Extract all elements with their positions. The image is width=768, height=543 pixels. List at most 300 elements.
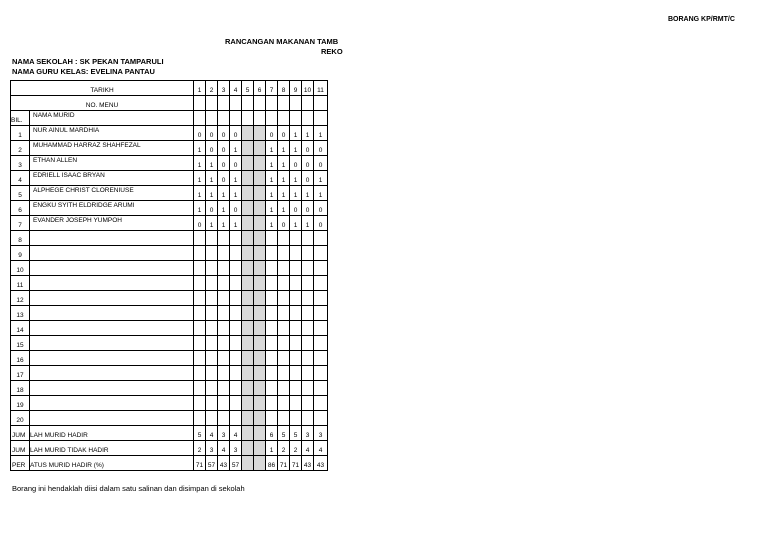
summary-value: 3 bbox=[230, 441, 242, 456]
attendance-cell bbox=[230, 321, 242, 336]
table-row bbox=[11, 246, 328, 261]
label-row-cell bbox=[290, 111, 302, 126]
attendance-cell bbox=[194, 321, 206, 336]
attendance-cell bbox=[254, 201, 266, 216]
attendance-cell: 0 bbox=[314, 216, 328, 231]
student-name: NUR AINUL MARDHIA bbox=[30, 126, 194, 141]
attendance-cell bbox=[290, 411, 302, 426]
attendance-cell: 1 bbox=[230, 171, 242, 186]
attendance-cell bbox=[290, 366, 302, 381]
attendance-cell bbox=[194, 246, 206, 261]
attendance-cell: 0 bbox=[218, 171, 230, 186]
attendance-cell: 0 bbox=[314, 156, 328, 171]
date-header: 8 bbox=[278, 81, 290, 96]
attendance-cell bbox=[254, 366, 266, 381]
attendance-cell bbox=[266, 351, 278, 366]
table-row bbox=[11, 261, 328, 276]
attendance-cell bbox=[218, 396, 230, 411]
table-row bbox=[11, 231, 328, 246]
attendance-cell bbox=[254, 126, 266, 141]
attendance-cell bbox=[230, 306, 242, 321]
attendance-cell: 1 bbox=[314, 186, 328, 201]
attendance-cell bbox=[278, 381, 290, 396]
student-name bbox=[30, 276, 194, 291]
attendance-cell bbox=[266, 276, 278, 291]
label-row-cell bbox=[266, 111, 278, 126]
attendance-cell bbox=[290, 291, 302, 306]
attendance-cell bbox=[194, 231, 206, 246]
attendance-cell bbox=[218, 351, 230, 366]
student-number: 10 bbox=[11, 261, 30, 276]
attendance-cell bbox=[206, 291, 218, 306]
header-row bbox=[11, 81, 328, 96]
menu-cell bbox=[266, 96, 278, 111]
form-title-line-2: REKO bbox=[321, 47, 343, 56]
attendance-cell bbox=[254, 306, 266, 321]
attendance-cell bbox=[254, 156, 266, 171]
attendance-cell bbox=[242, 396, 254, 411]
attendance-cell bbox=[194, 261, 206, 276]
attendance-cell: 1 bbox=[278, 141, 290, 156]
attendance-cell: 1 bbox=[290, 171, 302, 186]
attendance-cell bbox=[230, 276, 242, 291]
attendance-cell bbox=[242, 366, 254, 381]
menu-row bbox=[11, 96, 328, 111]
attendance-cell bbox=[194, 291, 206, 306]
student-number: 9 bbox=[11, 246, 30, 261]
attendance-cell: 1 bbox=[290, 186, 302, 201]
attendance-cell: 1 bbox=[290, 141, 302, 156]
attendance-cell bbox=[302, 306, 314, 321]
table-row bbox=[11, 321, 328, 336]
attendance-cell bbox=[278, 366, 290, 381]
student-name bbox=[30, 396, 194, 411]
attendance-cell: 0 bbox=[302, 156, 314, 171]
student-name: ETHAN ALLEN bbox=[30, 156, 194, 171]
attendance-cell bbox=[242, 171, 254, 186]
attendance-cell bbox=[206, 366, 218, 381]
attendance-cell: 1 bbox=[266, 186, 278, 201]
attendance-cell: 1 bbox=[230, 186, 242, 201]
summary-value: 4 bbox=[314, 441, 328, 456]
menu-cell bbox=[206, 96, 218, 111]
table-row bbox=[11, 216, 328, 231]
attendance-cell bbox=[302, 411, 314, 426]
date-header: 7 bbox=[266, 81, 278, 96]
summary-value: 4 bbox=[218, 441, 230, 456]
table-row bbox=[11, 306, 328, 321]
summary-value: 3 bbox=[302, 426, 314, 441]
attendance-cell bbox=[314, 411, 328, 426]
attendance-cell bbox=[278, 321, 290, 336]
attendance-cell bbox=[218, 306, 230, 321]
attendance-cell: 0 bbox=[278, 126, 290, 141]
menu-cell bbox=[230, 96, 242, 111]
attendance-cell bbox=[206, 351, 218, 366]
table-row bbox=[11, 336, 328, 351]
attendance-cell bbox=[266, 366, 278, 381]
attendance-cell bbox=[254, 261, 266, 276]
attendance-cell bbox=[254, 381, 266, 396]
attendance-cell: 0 bbox=[206, 201, 218, 216]
attendance-cell: 0 bbox=[290, 156, 302, 171]
menu-cell bbox=[218, 96, 230, 111]
attendance-cell bbox=[230, 381, 242, 396]
attendance-cell bbox=[230, 411, 242, 426]
summary-value bbox=[254, 456, 266, 471]
attendance-cell bbox=[254, 141, 266, 156]
attendance-cell bbox=[194, 306, 206, 321]
attendance-cell bbox=[290, 231, 302, 246]
attendance-cell bbox=[314, 291, 328, 306]
bil-header: BIL. bbox=[11, 111, 30, 126]
attendance-cell bbox=[302, 381, 314, 396]
attendance-cell: 0 bbox=[218, 156, 230, 171]
student-number: 14 bbox=[11, 321, 30, 336]
attendance-cell bbox=[290, 261, 302, 276]
footnote: Borang ini hendaklah diisi dalam satu salinan dan disimpan di sekolah bbox=[12, 484, 245, 493]
attendance-cell: 1 bbox=[278, 171, 290, 186]
attendance-cell bbox=[302, 336, 314, 351]
table-row bbox=[11, 156, 328, 171]
attendance-cell bbox=[218, 246, 230, 261]
attendance-cell bbox=[254, 321, 266, 336]
student-name bbox=[30, 351, 194, 366]
attendance-cell bbox=[242, 261, 254, 276]
attendance-cell: 0 bbox=[206, 126, 218, 141]
summary-value bbox=[242, 441, 254, 456]
attendance-cell bbox=[194, 381, 206, 396]
menu-cell bbox=[314, 96, 328, 111]
summary-value: 5 bbox=[290, 426, 302, 441]
summary-row bbox=[11, 426, 328, 441]
attendance-cell bbox=[290, 336, 302, 351]
attendance-cell bbox=[314, 351, 328, 366]
attendance-cell: 1 bbox=[206, 156, 218, 171]
date-header: 5 bbox=[242, 81, 254, 96]
attendance-cell: 0 bbox=[218, 141, 230, 156]
attendance-cell bbox=[194, 351, 206, 366]
attendance-cell bbox=[242, 231, 254, 246]
attendance-cell bbox=[218, 321, 230, 336]
summary-value: 5 bbox=[194, 426, 206, 441]
student-name bbox=[30, 306, 194, 321]
attendance-cell bbox=[314, 381, 328, 396]
attendance-cell bbox=[278, 246, 290, 261]
attendance-cell: 1 bbox=[230, 216, 242, 231]
attendance-cell bbox=[242, 126, 254, 141]
attendance-cell: 1 bbox=[194, 186, 206, 201]
attendance-cell: 0 bbox=[302, 201, 314, 216]
attendance-cell bbox=[230, 246, 242, 261]
summary-row bbox=[11, 441, 328, 456]
student-name: EVANDER JOSEPH YUMPOH bbox=[30, 216, 194, 231]
summary-value: 6 bbox=[266, 426, 278, 441]
student-number: 19 bbox=[11, 396, 30, 411]
summary-value: 2 bbox=[290, 441, 302, 456]
summary-label-start: JUM bbox=[11, 441, 30, 456]
attendance-cell bbox=[218, 336, 230, 351]
attendance-cell bbox=[314, 261, 328, 276]
date-header: 4 bbox=[230, 81, 242, 96]
attendance-cell bbox=[242, 216, 254, 231]
attendance-cell: 1 bbox=[290, 126, 302, 141]
attendance-cell bbox=[314, 246, 328, 261]
attendance-cell bbox=[194, 336, 206, 351]
school-name: NAMA SEKOLAH : SK PEKAN TAMPARULI bbox=[12, 57, 164, 66]
attendance-cell bbox=[194, 276, 206, 291]
attendance-cell: 0 bbox=[314, 201, 328, 216]
attendance-cell: 1 bbox=[194, 156, 206, 171]
attendance-cell bbox=[242, 336, 254, 351]
attendance-cell bbox=[314, 336, 328, 351]
attendance-cell bbox=[278, 261, 290, 276]
summary-value: 3 bbox=[206, 441, 218, 456]
attendance-cell bbox=[278, 351, 290, 366]
student-name bbox=[30, 321, 194, 336]
label-row-cell bbox=[254, 111, 266, 126]
attendance-cell bbox=[242, 321, 254, 336]
summary-value: 86 bbox=[266, 456, 278, 471]
attendance-cell: 1 bbox=[206, 186, 218, 201]
label-row-cell bbox=[218, 111, 230, 126]
date-header: 10 bbox=[302, 81, 314, 96]
attendance-cell bbox=[230, 231, 242, 246]
table-row bbox=[11, 141, 328, 156]
summary-value: 4 bbox=[206, 426, 218, 441]
attendance-cell bbox=[242, 411, 254, 426]
summary-value: 43 bbox=[314, 456, 328, 471]
class-teacher-name: NAMA GURU KELAS: EVELINA PANTAU bbox=[12, 67, 155, 76]
attendance-cell: 1 bbox=[266, 201, 278, 216]
attendance-cell bbox=[278, 411, 290, 426]
attendance-cell: 1 bbox=[314, 126, 328, 141]
attendance-cell bbox=[242, 186, 254, 201]
summary-label: ATUS MURID HADIR (%) bbox=[30, 456, 194, 471]
attendance-cell: 0 bbox=[278, 216, 290, 231]
date-header: 1 bbox=[194, 81, 206, 96]
table-row bbox=[11, 171, 328, 186]
attendance-cell bbox=[242, 141, 254, 156]
student-number: 13 bbox=[11, 306, 30, 321]
table-row bbox=[11, 276, 328, 291]
attendance-cell bbox=[266, 336, 278, 351]
attendance-cell: 0 bbox=[218, 126, 230, 141]
attendance-cell bbox=[254, 396, 266, 411]
attendance-cell bbox=[254, 246, 266, 261]
attendance-cell: 0 bbox=[230, 126, 242, 141]
table-row bbox=[11, 291, 328, 306]
attendance-cell bbox=[290, 321, 302, 336]
attendance-cell: 1 bbox=[194, 141, 206, 156]
attendance-cell bbox=[266, 396, 278, 411]
attendance-cell bbox=[230, 261, 242, 276]
student-name bbox=[30, 366, 194, 381]
summary-value: 57 bbox=[230, 456, 242, 471]
attendance-cell bbox=[290, 306, 302, 321]
table-row bbox=[11, 381, 328, 396]
attendance-cell bbox=[242, 276, 254, 291]
attendance-cell: 0 bbox=[302, 141, 314, 156]
attendance-cell bbox=[290, 276, 302, 291]
attendance-cell bbox=[218, 261, 230, 276]
student-name bbox=[30, 381, 194, 396]
date-header: 6 bbox=[254, 81, 266, 96]
table-row bbox=[11, 201, 328, 216]
student-name bbox=[30, 336, 194, 351]
summary-value: 43 bbox=[218, 456, 230, 471]
summary-value: 1 bbox=[266, 441, 278, 456]
student-name: ALPHEGE CHRIST CLORENIUSE bbox=[30, 186, 194, 201]
student-name bbox=[30, 411, 194, 426]
date-header: 9 bbox=[290, 81, 302, 96]
attendance-cell bbox=[230, 396, 242, 411]
attendance-cell: 0 bbox=[206, 141, 218, 156]
attendance-cell bbox=[206, 276, 218, 291]
summary-value: 5 bbox=[278, 426, 290, 441]
table-row bbox=[11, 366, 328, 381]
attendance-cell: 1 bbox=[266, 171, 278, 186]
table-row bbox=[11, 411, 328, 426]
attendance-cell: 0 bbox=[230, 201, 242, 216]
table-row bbox=[11, 186, 328, 201]
attendance-cell bbox=[266, 246, 278, 261]
summary-value: 4 bbox=[302, 441, 314, 456]
attendance-cell bbox=[194, 366, 206, 381]
attendance-cell: 1 bbox=[290, 216, 302, 231]
label-row-cell bbox=[230, 111, 242, 126]
attendance-cell bbox=[314, 276, 328, 291]
attendance-cell: 0 bbox=[194, 216, 206, 231]
attendance-cell bbox=[266, 411, 278, 426]
attendance-cell: 0 bbox=[314, 141, 328, 156]
attendance-cell bbox=[230, 336, 242, 351]
date-header: 2 bbox=[206, 81, 218, 96]
attendance-cell: 1 bbox=[218, 201, 230, 216]
attendance-cell bbox=[302, 321, 314, 336]
attendance-cell bbox=[206, 231, 218, 246]
attendance-cell bbox=[254, 186, 266, 201]
student-number: 18 bbox=[11, 381, 30, 396]
attendance-cell bbox=[266, 261, 278, 276]
attendance-cell bbox=[242, 351, 254, 366]
summary-value bbox=[242, 426, 254, 441]
attendance-cell bbox=[278, 291, 290, 306]
summary-value: 71 bbox=[278, 456, 290, 471]
attendance-cell bbox=[242, 201, 254, 216]
summary-value: 3 bbox=[314, 426, 328, 441]
attendance-cell bbox=[242, 246, 254, 261]
student-name bbox=[30, 261, 194, 276]
summary-value bbox=[242, 456, 254, 471]
attendance-cell bbox=[278, 276, 290, 291]
table-row bbox=[11, 396, 328, 411]
attendance-cell bbox=[218, 276, 230, 291]
attendance-cell bbox=[302, 291, 314, 306]
attendance-cell bbox=[278, 231, 290, 246]
attendance-cell bbox=[206, 306, 218, 321]
student-name: EDRIELL ISAAC BRYAN bbox=[30, 171, 194, 186]
attendance-cell bbox=[254, 336, 266, 351]
summary-value bbox=[254, 426, 266, 441]
attendance-cell bbox=[206, 246, 218, 261]
menu-cell bbox=[194, 96, 206, 111]
summary-value: 57 bbox=[206, 456, 218, 471]
form-code: BORANG KP/RMT/C bbox=[668, 16, 735, 23]
student-name-header: NAMA MURID bbox=[30, 111, 194, 126]
attendance-cell bbox=[290, 351, 302, 366]
summary-label: LAH MURID TIDAK HADIR bbox=[30, 441, 194, 456]
attendance-cell bbox=[206, 336, 218, 351]
attendance-cell bbox=[302, 276, 314, 291]
student-name: ENGKU SYITH ELDRIDGE ARUMI bbox=[30, 201, 194, 216]
attendance-cell bbox=[194, 396, 206, 411]
summary-label-start: PER bbox=[11, 456, 30, 471]
student-number: 4 bbox=[11, 171, 30, 186]
student-number: 8 bbox=[11, 231, 30, 246]
attendance-cell bbox=[218, 231, 230, 246]
attendance-cell: 1 bbox=[206, 171, 218, 186]
menu-cell bbox=[254, 96, 266, 111]
attendance-cell: 1 bbox=[218, 186, 230, 201]
attendance-cell bbox=[254, 276, 266, 291]
attendance-cell: 0 bbox=[266, 126, 278, 141]
student-number: 3 bbox=[11, 156, 30, 171]
date-header: 11 bbox=[314, 81, 328, 96]
menu-cell bbox=[290, 96, 302, 111]
attendance-cell bbox=[218, 381, 230, 396]
attendance-cell bbox=[290, 246, 302, 261]
summary-value: 71 bbox=[194, 456, 206, 471]
attendance-cell: 1 bbox=[278, 156, 290, 171]
attendance-cell bbox=[242, 306, 254, 321]
attendance-cell bbox=[206, 396, 218, 411]
attendance-cell: 1 bbox=[266, 141, 278, 156]
student-number: 1 bbox=[11, 126, 30, 141]
attendance-cell bbox=[254, 231, 266, 246]
label-row-cell bbox=[278, 111, 290, 126]
summary-value: 43 bbox=[302, 456, 314, 471]
attendance-cell bbox=[254, 216, 266, 231]
summary-value: 71 bbox=[290, 456, 302, 471]
attendance-cell: 1 bbox=[278, 186, 290, 201]
attendance-cell bbox=[206, 381, 218, 396]
attendance-cell bbox=[290, 381, 302, 396]
student-number: 5 bbox=[11, 186, 30, 201]
attendance-cell bbox=[302, 231, 314, 246]
attendance-cell: 1 bbox=[302, 216, 314, 231]
summary-label-start: JUM bbox=[11, 426, 30, 441]
attendance-cell bbox=[230, 366, 242, 381]
student-name bbox=[30, 231, 194, 246]
attendance-cell bbox=[314, 306, 328, 321]
label-row-cell bbox=[194, 111, 206, 126]
attendance-cell bbox=[266, 321, 278, 336]
label-row-cell bbox=[302, 111, 314, 126]
label-row-cell bbox=[314, 111, 328, 126]
attendance-cell bbox=[242, 156, 254, 171]
attendance-cell: 1 bbox=[266, 216, 278, 231]
summary-value: 2 bbox=[194, 441, 206, 456]
attendance-cell bbox=[278, 306, 290, 321]
attendance-cell bbox=[254, 411, 266, 426]
student-number: 12 bbox=[11, 291, 30, 306]
attendance-cell bbox=[314, 321, 328, 336]
table-row bbox=[11, 351, 328, 366]
attendance-cell: 0 bbox=[194, 126, 206, 141]
attendance-cell: 1 bbox=[266, 156, 278, 171]
student-name bbox=[30, 246, 194, 261]
